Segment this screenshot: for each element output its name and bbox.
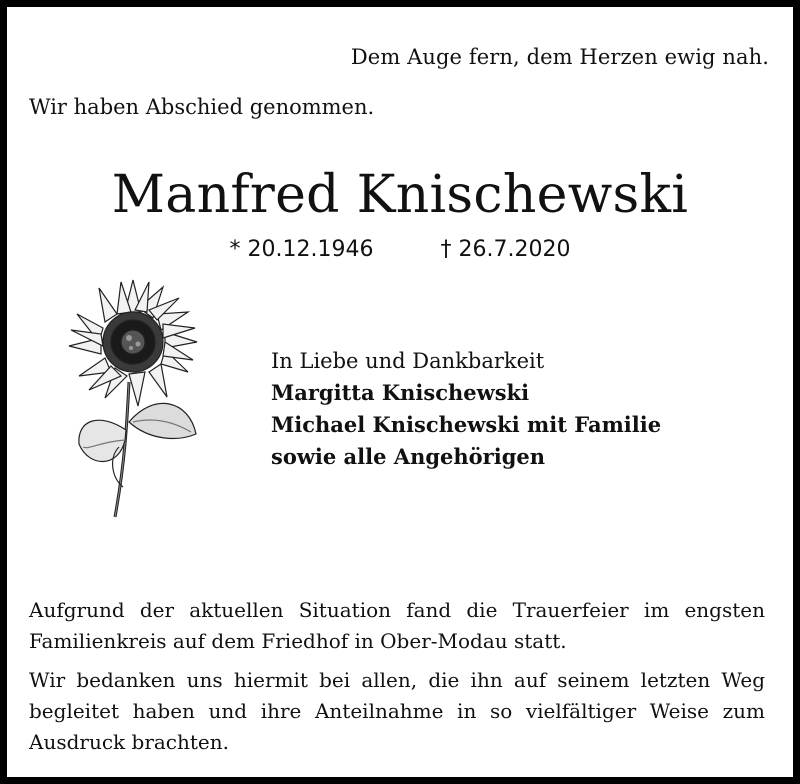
- death-date: † 26.7.2020: [440, 237, 571, 262]
- thanks-note: Wir bedanken uns hiermit bei allen, die ihn auf seinem letzten Weg begleitet haben und ihre Anteilnahme in so vielfältiger Weise zum Ausdruck brachten.: [29, 668, 765, 754]
- mourner-line: sowie alle Angehörigen: [271, 444, 546, 469]
- birth-date: * 20.12.1946: [229, 237, 374, 262]
- sunflower-icon: [59, 272, 209, 522]
- intro-text: Wir haben Abschied genommen.: [29, 95, 375, 119]
- mourners-heading: In Liebe und Dankbarkeit: [271, 349, 545, 373]
- mourner-line: Michael Knischewski mit Familie: [271, 412, 662, 437]
- deceased-name: Manfred Knischewski: [111, 165, 689, 225]
- funeral-note: Aufgrund der aktuellen Situation fand die Trauerfeier im engsten Familienkreis auf dem Friedhof in Ober-Modau statt.: [29, 598, 765, 653]
- mourners-block: [271, 345, 661, 473]
- motto: Dem Auge fern, dem Herzen ewig nah.: [350, 45, 769, 69]
- life-dates: [7, 237, 793, 262]
- mourner-line: Margitta Knischewski: [271, 380, 530, 405]
